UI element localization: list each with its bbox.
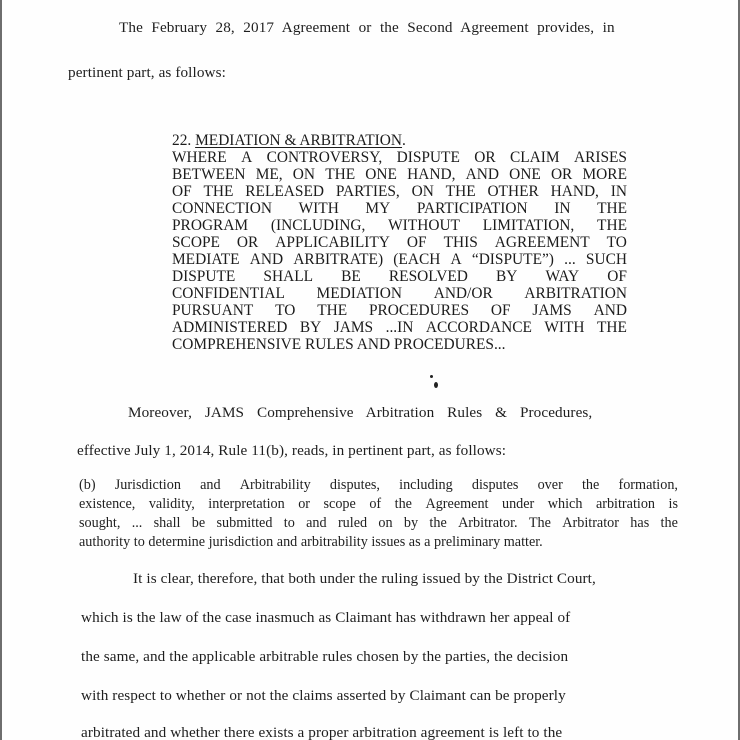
paragraph-2-line-1 (128, 404, 678, 422)
clause-line (172, 268, 627, 285)
clause-line (172, 336, 627, 353)
rule-word: disputes (471, 477, 519, 493)
rule-word: which (547, 496, 583, 512)
clause-word: MORE (582, 166, 627, 183)
clause-word: HAND, (407, 166, 456, 183)
paragraph-3-line-4-text: with respect to whether or not the claims asserted by Claimant can be properly (81, 687, 566, 704)
clause-word: OF (607, 268, 627, 285)
rule-word: the (429, 515, 447, 531)
rule-word: Arbitrator (562, 515, 619, 531)
clause-word: APPLICABILITY (275, 234, 390, 251)
rule-word: and (200, 477, 221, 493)
paragraph-3-line-2-text: which is the law of the case inasmuch as Claimant has withdrawn her appeal of (81, 609, 571, 626)
rule-word: is (668, 496, 678, 512)
clause-word: AND/OR (433, 285, 493, 302)
quoted-agreement-clause (172, 132, 627, 353)
clause-line (172, 251, 627, 268)
clause-heading (172, 132, 627, 149)
clause-line (172, 234, 627, 251)
paragraph-3-line-5-text: arbitrated and whether there exists a proper arbitration agreement is left to the (81, 724, 563, 740)
clause-word: TO (275, 302, 296, 319)
scan-speck (430, 375, 433, 378)
clause-line (172, 302, 627, 319)
clause-line (172, 217, 627, 234)
rule-word: including (399, 477, 453, 493)
rule-line (79, 495, 678, 514)
clause-word: RESOLVED (388, 268, 468, 285)
clause-word: MEDIATION (316, 285, 403, 302)
rule-word: be (191, 515, 206, 531)
clause-line (172, 149, 627, 166)
clause-word: THE (445, 183, 476, 200)
clause-word: “DISPUTE”) (471, 251, 554, 268)
clause-word: (INCLUDING, (270, 217, 366, 234)
paragraph-1-line-2 (68, 64, 226, 82)
clause-word: BY (496, 268, 518, 285)
clause-word: ONE (365, 166, 397, 183)
clause-word: OR (550, 166, 573, 183)
clause-word: ARISES (573, 149, 627, 166)
clause-word: MY (365, 200, 391, 217)
rule-word: validity, (148, 496, 195, 512)
clause-word: IN (554, 200, 571, 217)
clause-word: OF (172, 183, 192, 200)
rule-word: existence, (79, 496, 136, 512)
rule-line (79, 476, 678, 495)
rule-word: The (528, 515, 551, 531)
clause-word: ME, (255, 166, 283, 183)
clause-body (172, 149, 627, 353)
clause-word: LIMITATION, (482, 217, 575, 234)
paragraph-1-line-1-text: The February 28, 2017 Agreement or the Second Agreement provides, in (119, 19, 615, 36)
clause-word: SCOPE (172, 234, 220, 251)
paragraph-3-line-2 (81, 609, 570, 627)
clause-word: ARBITRATION (524, 285, 627, 302)
clause-word: AND (249, 251, 284, 268)
clause-word: CONFIDENTIAL (172, 285, 285, 302)
clause-word: WITH (544, 319, 585, 336)
clause-word: DISPUTE (172, 268, 236, 285)
clause-word: ONE (509, 166, 541, 183)
clause-line (172, 200, 627, 217)
paragraph-3-line-4 (81, 687, 566, 705)
clause-heading-title: MEDIATION & ARBITRATION (195, 132, 403, 149)
clause-word: A (241, 149, 253, 166)
paragraph-3-line-1-text: It is clear, therefore, that both under the ruling issued by the District Court, (133, 570, 596, 587)
clause-word: BE (341, 268, 361, 285)
clause-word: SHALL (263, 268, 313, 285)
rule-line (79, 533, 678, 552)
clause-word: OR (236, 234, 259, 251)
clause-word: AND (465, 166, 499, 183)
rule-word: shall (153, 515, 181, 531)
clause-line (172, 285, 627, 302)
clause-word: SUCH (585, 251, 627, 268)
rule-word: by (403, 515, 419, 531)
rule-word: submitted (216, 515, 273, 531)
clause-word: PARTIES, (335, 183, 400, 200)
clause-word: JAMS (532, 302, 572, 319)
clause-word: OTHER (487, 183, 539, 200)
rule-word: interpretation (208, 496, 285, 512)
rule-word: arbitration (595, 496, 656, 512)
rule-word: to (283, 515, 295, 531)
clause-word: JAMS (333, 319, 374, 336)
rule-line (79, 514, 678, 533)
quoted-jams-rule (79, 476, 678, 552)
clause-word: AND (593, 302, 627, 319)
clause-heading-number: 22. (172, 132, 192, 149)
clause-word: A (450, 251, 462, 268)
clause-word: CLAIM (510, 149, 560, 166)
clause-word: MEDIATE (172, 251, 240, 268)
clause-word: ON (292, 166, 316, 183)
clause-line (172, 166, 627, 183)
clause-word: WAY (545, 268, 580, 285)
paragraph-3-line-5 (81, 724, 562, 740)
rule-word: Arbitrator. (458, 515, 518, 531)
clause-word: PARTICIPATION (416, 200, 528, 217)
paragraph-3-line-1 (133, 570, 596, 588)
paragraph-2-line-2 (77, 442, 506, 460)
rule-word: sought, (79, 515, 121, 531)
clause-word: ON (411, 183, 434, 200)
clause-word: THE (597, 200, 627, 217)
paragraph-2-line-2-text: effective July 1, 2014, Rule 11(b), reads, in pertinent part, as follows: (77, 442, 507, 459)
clause-word: CONTROVERSY, (266, 149, 383, 166)
rule-word: scope (323, 496, 356, 512)
clause-word: CONNECTION (172, 200, 273, 217)
clause-word: ...IN (385, 319, 414, 336)
rule-word: over (537, 477, 563, 493)
rule-word: has (630, 515, 650, 531)
clause-word: ADMINISTERED (172, 319, 288, 336)
clause-word: ARBITRATE) (293, 251, 384, 268)
clause-heading-trailer: . (402, 132, 406, 149)
rule-word: under (501, 496, 535, 512)
rule-word: or (298, 496, 311, 512)
clause-word: OR (474, 149, 496, 166)
clause-word: THE (325, 166, 356, 183)
paragraph-1-line-1 (119, 19, 677, 37)
clause-word: WHERE (172, 149, 227, 166)
clause-word: ... (564, 251, 576, 268)
rule-word: and (306, 515, 327, 531)
clause-word: WITHOUT (388, 217, 460, 234)
clause-word: ACCORDANCE (425, 319, 532, 336)
rule-word: disputes, (329, 477, 380, 493)
clause-word: TO (606, 234, 627, 251)
clause-word: THE (203, 183, 234, 200)
rule-word: ... (131, 515, 143, 531)
paragraph-3-line-3-text: the same, and the applicable arbitrable rules chosen by the parties, the decision (81, 648, 569, 665)
clause-word: WITH (298, 200, 339, 217)
paragraph-2-line-1-text: Moreover, JAMS Comprehensive Arbitration Rules & Procedures, (128, 404, 593, 421)
paragraph-1-line-2-text: pertinent part, as follows: (68, 64, 226, 81)
rule-body (79, 476, 678, 552)
rule-word: the (394, 496, 412, 512)
rule-word: Agreement (425, 496, 489, 512)
clause-word: THE (597, 319, 627, 336)
clause-word: PROCEDURES (368, 302, 470, 319)
clause-word: PROGRAM (172, 217, 249, 234)
clause-word: OF (406, 234, 427, 251)
rule-word: the (660, 515, 678, 531)
rule-word: (b) (79, 477, 96, 493)
clause-word: AGREEMENT (494, 234, 590, 251)
clause-word: (EACH (393, 251, 441, 268)
clause-line (172, 319, 627, 336)
clause-line-text: COMPREHENSIVE RULES AND PROCEDURES... (172, 336, 506, 353)
clause-word: THIS (443, 234, 478, 251)
rule-word: formation, (618, 477, 678, 493)
clause-word: OF (490, 302, 511, 319)
clause-word: IN (610, 183, 627, 200)
clause-word: PURSUANT (172, 302, 254, 319)
clause-word: THE (597, 217, 627, 234)
clause-word: BY (299, 319, 322, 336)
clause-word: RELEASED (245, 183, 324, 200)
clause-line (172, 183, 627, 200)
rule-word: ruled (337, 515, 368, 531)
paragraph-3-line-3 (81, 648, 568, 666)
rule-word: the (581, 477, 600, 493)
rule-word: of (369, 496, 382, 512)
rule-line-text: authority to determine jurisdiction and arbitrability issues as a preliminary matter. (79, 534, 543, 550)
rule-word: Jurisdiction (114, 477, 181, 493)
clause-word: HAND, (550, 183, 599, 200)
scan-speck (434, 382, 438, 388)
clause-word: DISPUTE (396, 149, 460, 166)
rule-word: on (378, 515, 393, 531)
clause-word: BETWEEN (172, 166, 246, 183)
rule-word: Arbitrability (239, 477, 311, 493)
clause-word: THE (317, 302, 348, 319)
